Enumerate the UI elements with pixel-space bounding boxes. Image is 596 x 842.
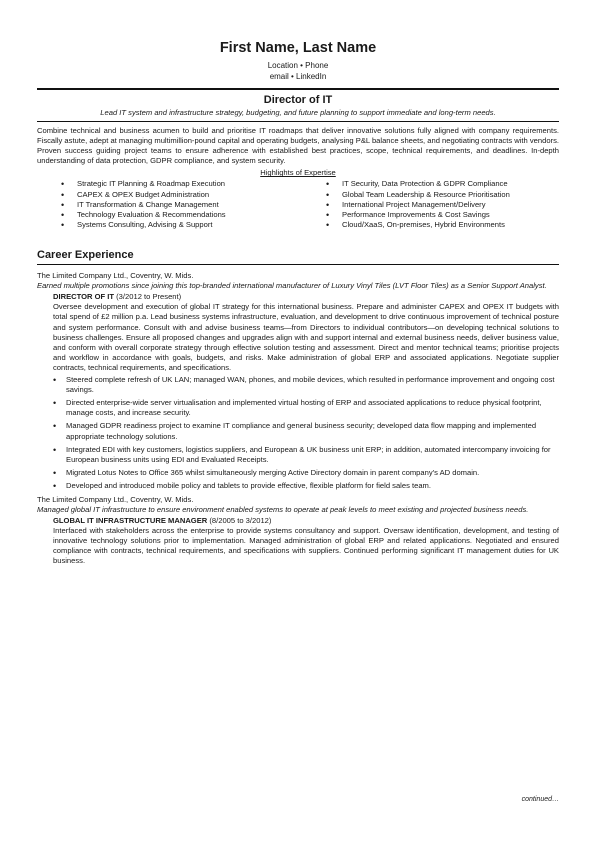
job-entry-1 — [37, 271, 559, 491]
job-company: The Limited Company Ltd., Coventry, W. Mids. — [37, 271, 194, 281]
highlight-item: • Global Team Leadership & Resource Prioritisation — [326, 190, 510, 200]
experience-divider — [37, 264, 559, 265]
highlight-item: • CAPEX & OPEX Budget Administration — [61, 190, 326, 200]
contact-line-1: Location • Phone — [267, 61, 329, 70]
highlight-item: • International Project Management/Delivery — [326, 200, 510, 210]
highlight-item: • IT Transformation & Change Management — [61, 200, 326, 210]
achievement-item: • Steered complete refresh of UK LAN; managed WAN, phones, and mobile devices, which resulted in performance improvement and ongoing cost savings. — [53, 375, 559, 395]
header-divider — [37, 88, 559, 90]
job-description: Interfaced with stakeholders across the enterprise to provide systems consultancy and support. Oversaw identification, development, and testing of innovative technology solutions prior to implementation. Managed administration of global ERP and related applications. Negotiated and ensured compliance with contracts, technical requirements, and specifications with suppliers. Continued performing significant IT management duties for UK business. — [53, 525, 559, 566]
highlights-title: Highlights of Expertise — [260, 168, 336, 178]
achievement-item: • Integrated EDI with key customers, logistics suppliers, and European & UK business unit ERP; in addition, automated intercompany invoicing for European business units using EDI and Evaluated Receipts. — [53, 445, 559, 465]
headline-divider — [37, 121, 559, 122]
achievement-item: • Directed enterprise-wide server virtualisation and implemented virtual hosting of ERP and associated applications to reduce physical footprint, manage costs, and increase security. — [53, 398, 559, 418]
job-role-title: GLOBAL IT INFRASTRUCTURE MANAGER — [53, 515, 208, 525]
highlight-item: • Performance Improvements & Cost Savings — [326, 210, 510, 220]
highlights-right-column — [326, 179, 510, 230]
headline-title: Director of IT — [263, 94, 333, 106]
achievement-item: • Migrated Lotus Notes to Office 365 whilst simultaneously merging Active Directory domain in parent company's AD domain. — [53, 468, 559, 478]
achievement-item: • Developed and introduced mobile policy and tablets to provide effective, flexible platform for field sales team. — [53, 481, 559, 491]
job-role — [37, 516, 559, 526]
job-description: Oversee development and execution of global IT strategy for this international business. Prepare and administer CAPEX and OPEX IT budgets with total spend of £2 million p.a. Lead business systems infrastructure, evaluation, and development to drive continuous improvement of technical posture and system performance. Consult with and advise business teams—from Directors to individual contributors—on developing technical solutions to business challenges. Ensure all proposed changes and upgrades align with and support internal and external business needs, deliver business value, and conform with overall corporate strategy through effective solution testing and assessment. Direct and mentor technical teams; prioritise projects and workflow in accordance with goals, budgets, and risks. Make administration of global ERP and associated applications. Negotiate supplier contracts, technical requirements, and specifications. — [53, 302, 559, 372]
job-role — [37, 292, 559, 302]
experience-heading: Career Experience — [37, 249, 134, 262]
job-company: The Limited Company Ltd., Coventry, W. Mids. — [37, 494, 194, 504]
headline-tagline: Lead IT system and infrastructure strategy, budgeting, and future planning to support immediate and long-term needs. — [100, 108, 496, 117]
job-summary: Managed global IT infrastructure to ensure environment enabled systems to operate at peak levels to meet existing and projected business needs. — [37, 504, 529, 514]
contact-line-2: email • LinkedIn — [269, 72, 327, 81]
candidate-name: First Name, Last Name — [219, 40, 377, 56]
highlights-grid — [37, 179, 559, 230]
continued-note: continued… — [521, 796, 559, 803]
job-entry-2 — [37, 495, 559, 566]
highlights-left-column — [37, 179, 326, 230]
highlight-item: • Cloud/XaaS, On-premises, Hybrid Environments — [326, 220, 510, 230]
highlight-item: • IT Security, Data Protection & GDPR Compliance — [326, 179, 510, 189]
highlight-item: • Strategic IT Planning & Roadmap Execution — [61, 179, 326, 189]
job-dates: (3/2012 to Present) — [114, 292, 182, 302]
achievement-item: • Managed GDPR readiness project to examine IT compliance and general business security; developed data flow mapping and implemented appropriate technology solutions. — [53, 421, 559, 441]
job-summary: Earned multiple promotions since joining this top-branded international manufacturer of Luxury Vinyl Tiles (LVT Floor Tiles) as a Senior Support Analyst. — [37, 281, 547, 291]
job-dates: (8/2005 to 3/2012) — [207, 515, 272, 525]
highlight-item: • Technology Evaluation & Recommendations — [61, 210, 326, 220]
highlight-item: • Systems Consulting, Advising & Support — [61, 220, 326, 230]
profile-summary: Combine technical and business acumen to build and prioritise IT roadmaps that deliver innovative solutions fully aligned with company requirements. Fiscally astute, adept at managing multimillion-pound capital and operating budgets, analysing P&L balance sheets, and negotiating contracts with vendors. Proven success guiding project teams to ensure adherence with established best practices, scope, technical requirements, and deadlines. In-depth understanding of data protection, GDPR compliance, and system security. — [37, 126, 559, 166]
job-achievements — [37, 375, 559, 491]
job-role-title: DIRECTOR OF IT — [53, 292, 115, 302]
